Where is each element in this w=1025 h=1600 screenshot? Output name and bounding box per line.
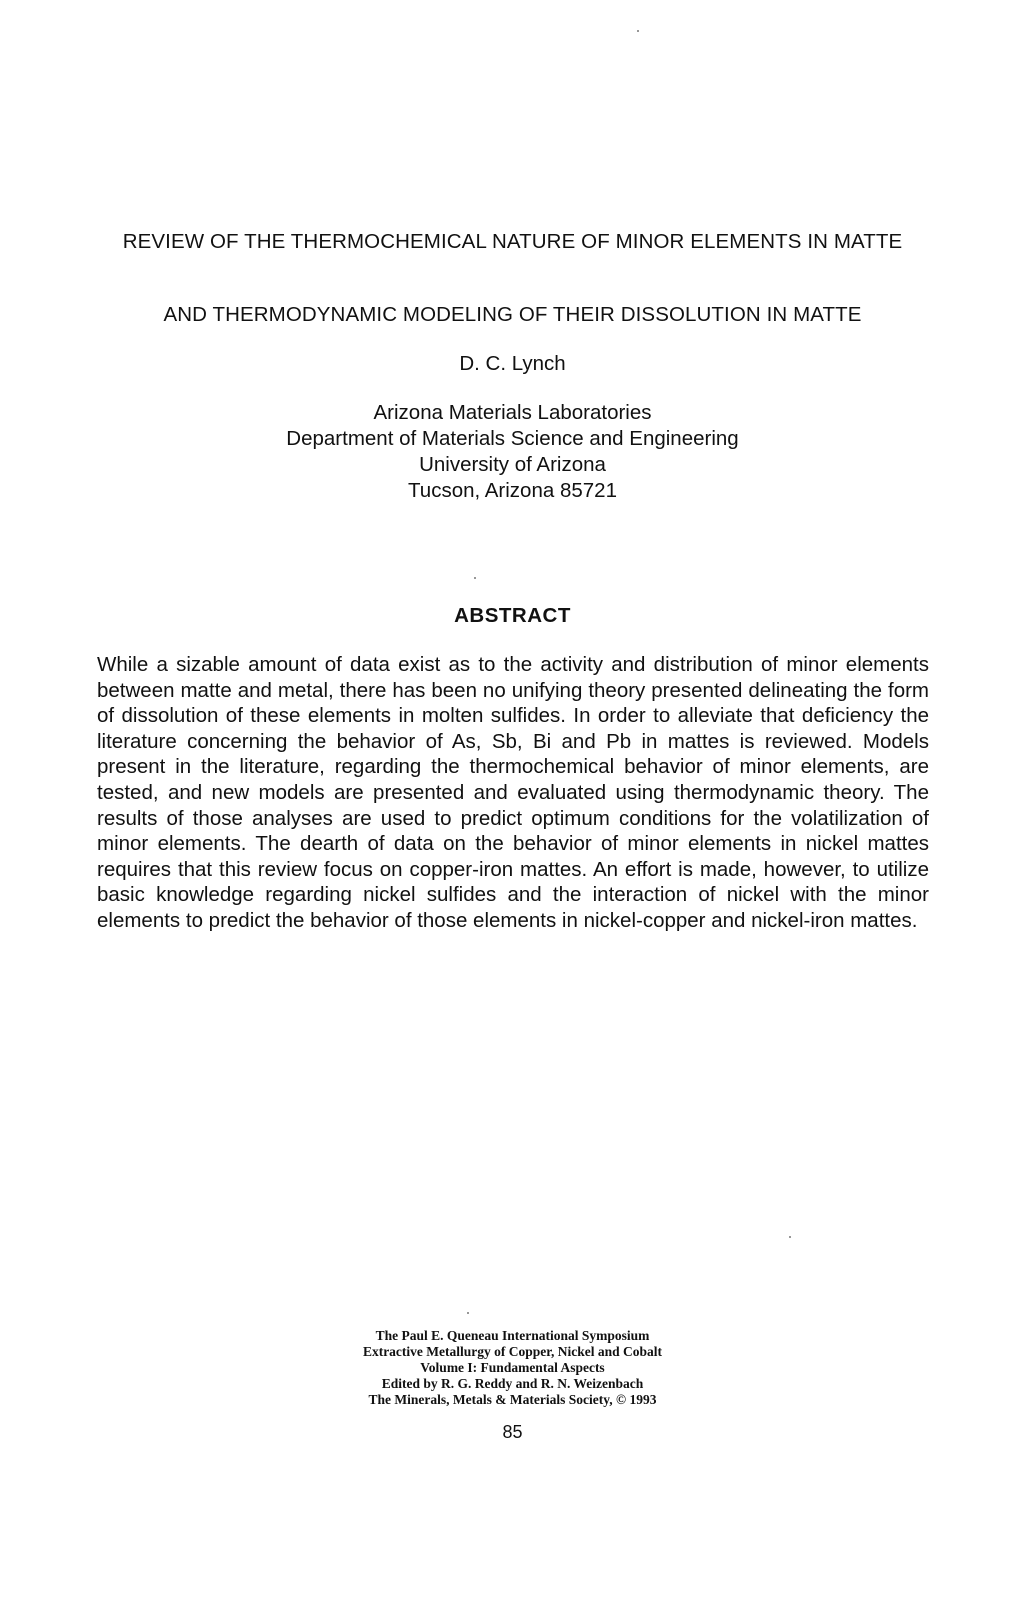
page-number: 85	[502, 1422, 523, 1442]
publication-footer-line: Volume I: Fundamental Aspects	[420, 1360, 605, 1375]
scan-speck	[637, 30, 639, 32]
publication-footer-line: Edited by R. G. Reddy and R. N. Weizenbach	[381, 1376, 644, 1391]
paper-title-line-2: AND THERMODYNAMIC MODELING OF THEIR DISSOLUTION IN MATTE	[163, 303, 862, 326]
scan-speck	[789, 1236, 791, 1238]
affiliation-line: Arizona Materials Laboratories	[373, 401, 652, 424]
publication-footer-line: The Minerals, Metals & Materials Society, © 1993	[368, 1392, 657, 1407]
affiliation-line: Tucson, Arizona 85721	[408, 479, 617, 502]
publication-footer-line: Extractive Metallurgy of Copper, Nickel and Cobalt	[362, 1344, 663, 1359]
abstract-heading: ABSTRACT	[454, 604, 571, 627]
scan-speck	[474, 577, 476, 579]
paper-title-line-1: REVIEW OF THE THERMOCHEMICAL NATURE OF MINOR ELEMENTS IN MATTE	[122, 230, 903, 253]
affiliation-line: Department of Materials Science and Engineering	[286, 427, 739, 450]
scan-speck	[467, 1312, 469, 1314]
abstract-body: While a sizable amount of data exist as to the activity and distribution of minor elements between matte and metal, there has been no unifying theory presented delineating the form of dissolution of these elements in molten sulfides. In order to alleviate that deficiency the literature concerning the behavior of As, Sb, Bi and Pb in mattes is reviewed. Models present in the literature, regarding the thermochemical behavior of minor elements, are tested, and new models are presented and evaluated using thermodynamic theory. The results of those analyses are used to predict optimum conditions for the volatilization of minor elements. The dearth of data on the behavior of minor elements in nickel mattes requires that this review focus on copper-iron mattes. An effort is made, however, to utilize basic knowledge regarding nickel sulfides and the interaction of nickel with the minor elements to predict the behavior of those elements in nickel-copper and nickel-iron mattes.	[97, 653, 929, 932]
author-name: D. C. Lynch	[459, 352, 566, 375]
affiliation-line: University of Arizona	[419, 453, 606, 476]
publication-footer-line: The Paul E. Queneau International Symposium	[375, 1328, 650, 1343]
